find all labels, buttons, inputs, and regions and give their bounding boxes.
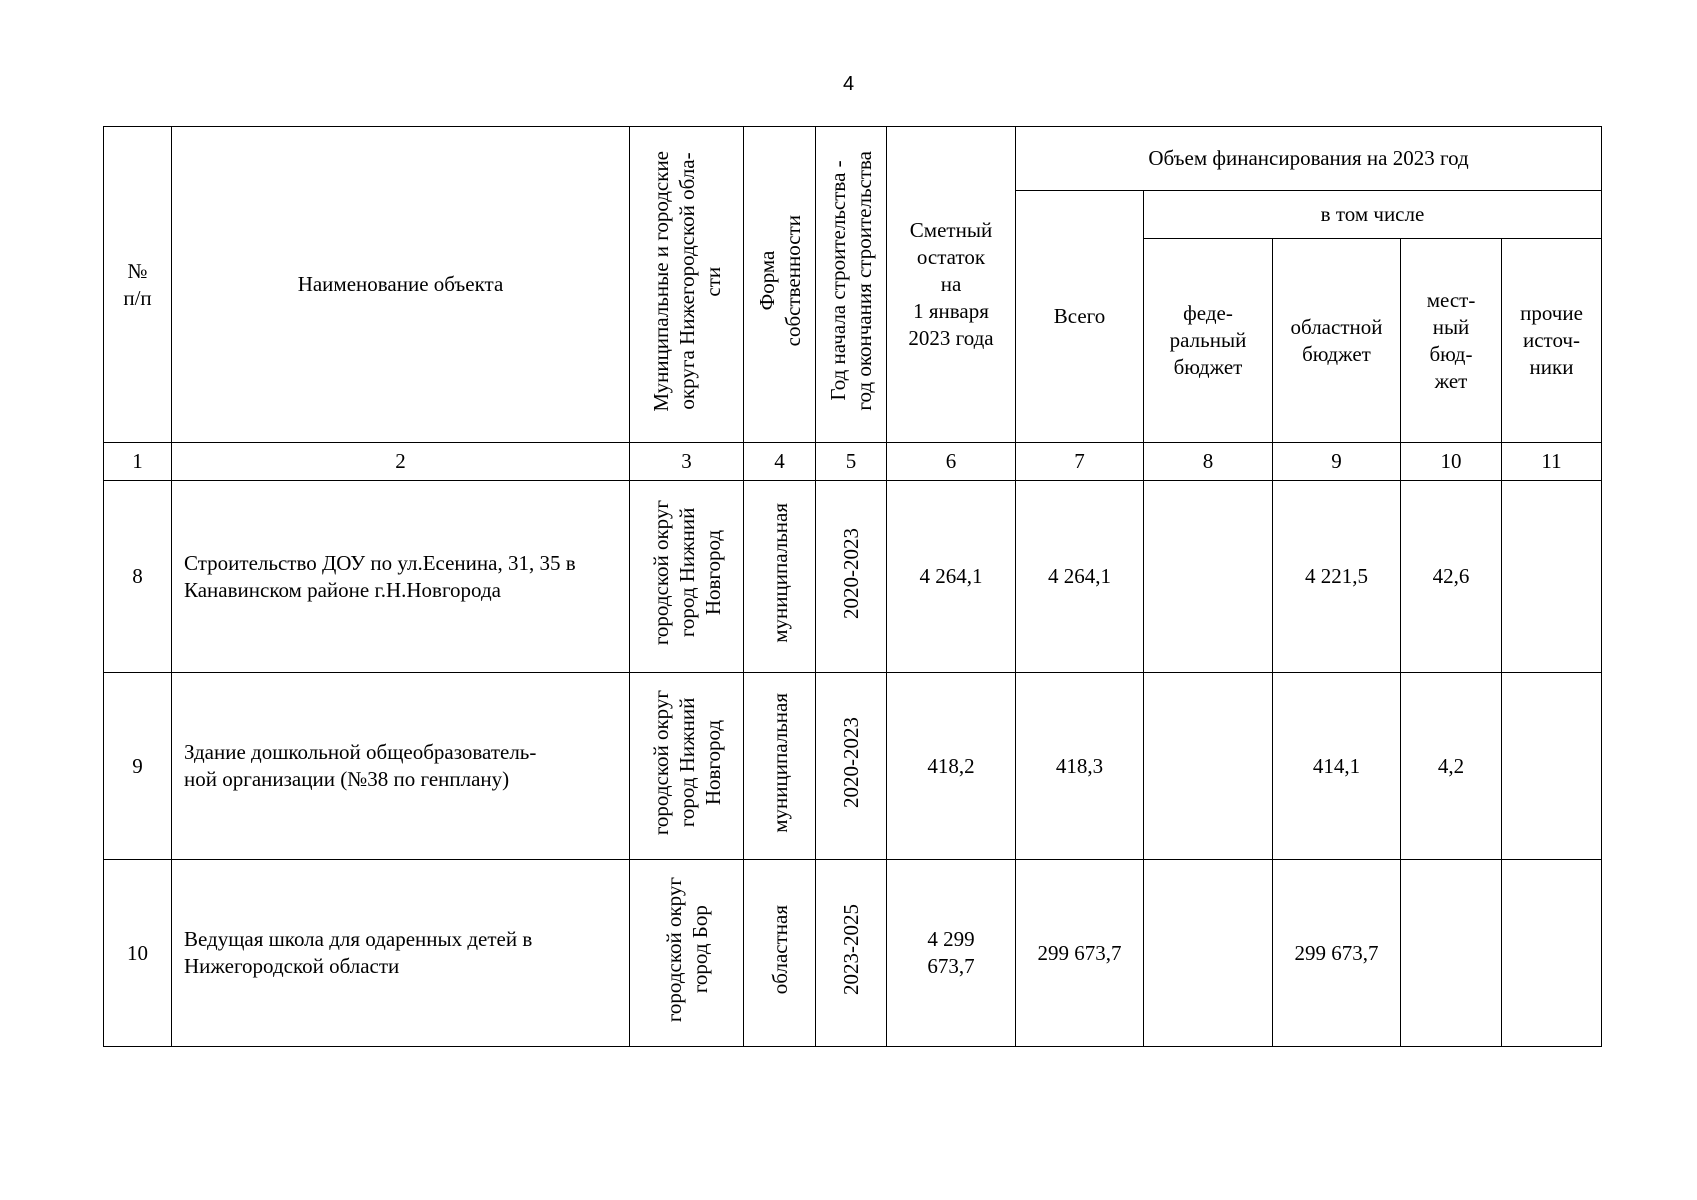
column-number: 7 bbox=[1016, 443, 1144, 481]
row-num: 8 bbox=[104, 481, 172, 673]
header-other bbox=[1502, 239, 1602, 443]
ownership-text: областная bbox=[767, 904, 792, 995]
header-including bbox=[1144, 191, 1602, 239]
municipality-cell bbox=[630, 673, 744, 860]
municipality-cell bbox=[630, 860, 744, 1047]
years-cell bbox=[816, 860, 887, 1047]
page-number: 4 bbox=[842, 73, 855, 95]
municipality-text: городской округ город Нижний Новгород bbox=[648, 500, 725, 646]
header-num-label: № п/п bbox=[123, 258, 152, 310]
header-regional bbox=[1273, 239, 1401, 443]
years-text: 2020-2023 bbox=[839, 527, 863, 619]
estimate-text: 4 299 673,7 bbox=[927, 927, 975, 978]
column-number: 10 bbox=[1401, 443, 1502, 481]
header-years-label: Год начала строительства - год окончания строительства bbox=[826, 151, 876, 411]
municipality-text: городской округ город Нижний Новгород bbox=[648, 689, 725, 836]
column-number: 4 bbox=[744, 443, 816, 481]
table-row bbox=[104, 673, 1602, 860]
local-cell bbox=[1401, 860, 1502, 1047]
header-row-1 bbox=[104, 127, 1602, 191]
other-cell bbox=[1502, 481, 1602, 673]
row-num: 9 bbox=[104, 673, 172, 860]
ownership-text: муниципальная bbox=[767, 503, 792, 643]
header-funding bbox=[1016, 127, 1602, 191]
header-municipality bbox=[630, 127, 744, 443]
object-name-text: Здание дошкольной общеобразователь- ной организации (№38 по генплану) bbox=[184, 740, 537, 791]
total-cell: 4 264,1 bbox=[1016, 481, 1144, 673]
header-ownership-label: Форма собственности bbox=[754, 215, 805, 347]
years-text: 2023-2025 bbox=[839, 904, 863, 995]
header-estimate-label: Сметный остаток на 1 января 2023 года bbox=[908, 218, 994, 350]
table-row bbox=[104, 860, 1602, 1047]
header-name-label: Наименование объекта bbox=[297, 272, 504, 296]
header-local bbox=[1401, 239, 1502, 443]
header-num bbox=[104, 127, 172, 443]
local-cell: 4,2 bbox=[1401, 673, 1502, 860]
ownership-cell bbox=[744, 673, 816, 860]
column-number: 11 bbox=[1502, 443, 1602, 481]
object-name bbox=[172, 481, 630, 673]
object-name bbox=[172, 673, 630, 860]
header-estimate bbox=[887, 127, 1016, 443]
total-cell: 299 673,7 bbox=[1016, 860, 1144, 1047]
object-name-text: Строительство ДОУ по ул.Есенина, 31, 35 в Канавинском районе г.Н.Новгорода bbox=[184, 550, 576, 602]
years-cell bbox=[816, 673, 887, 860]
header-funding-label: Объем финансирования на 2023 год bbox=[1148, 146, 1469, 170]
regional-cell: 299 673,7 bbox=[1273, 860, 1401, 1047]
row-num: 10 bbox=[104, 860, 172, 1047]
header-regional-label: областной бюджет bbox=[1290, 314, 1383, 366]
table-row bbox=[104, 481, 1602, 673]
header-municipality-label: Муниципальные и городские округа Нижегородской обла- сти bbox=[648, 150, 725, 412]
column-number: 5 bbox=[816, 443, 887, 481]
header-federal bbox=[1144, 239, 1273, 443]
column-number: 1 bbox=[104, 443, 172, 481]
federal-cell bbox=[1144, 860, 1273, 1047]
estimate-cell bbox=[887, 481, 1016, 673]
total-cell: 418,3 bbox=[1016, 673, 1144, 860]
municipality-text: городской округ город Бор bbox=[661, 876, 712, 1023]
regional-cell: 4 221,5 bbox=[1273, 481, 1401, 673]
header-including-label: в том числе bbox=[1320, 202, 1425, 226]
estimate-cell bbox=[887, 860, 1016, 1047]
estimate-text: 418,2 bbox=[927, 753, 975, 778]
column-number: 3 bbox=[630, 443, 744, 481]
column-number: 2 bbox=[172, 443, 630, 481]
local-cell: 42,6 bbox=[1401, 481, 1502, 673]
federal-cell bbox=[1144, 673, 1273, 860]
estimate-text: 4 264,1 bbox=[919, 564, 983, 588]
years-cell bbox=[816, 481, 887, 673]
municipality-cell bbox=[630, 481, 744, 673]
object-name-text: Ведущая школа для одаренных детей в Нижегородской области bbox=[184, 927, 533, 978]
ownership-cell bbox=[744, 860, 816, 1047]
column-number: 6 bbox=[887, 443, 1016, 481]
header-ownership bbox=[744, 127, 816, 443]
header-federal-label: феде- ральный бюджет bbox=[1169, 301, 1247, 379]
column-number: 8 bbox=[1144, 443, 1273, 481]
object-name bbox=[172, 860, 630, 1047]
financing-table bbox=[103, 126, 1602, 1047]
column-number: 9 bbox=[1273, 443, 1401, 481]
years-text: 2020-2023 bbox=[839, 717, 863, 808]
header-name bbox=[172, 127, 630, 443]
header-other-label: прочие источ- ники bbox=[1520, 301, 1583, 379]
header-years bbox=[816, 127, 887, 443]
ownership-cell bbox=[744, 481, 816, 673]
other-cell bbox=[1502, 860, 1602, 1047]
other-cell bbox=[1502, 673, 1602, 860]
estimate-cell bbox=[887, 673, 1016, 860]
header-local-label: мест- ный бюд- жет bbox=[1426, 287, 1476, 393]
column-number-row bbox=[104, 443, 1602, 481]
header-total-label: Всего bbox=[1053, 304, 1106, 328]
ownership-text: муниципальная bbox=[767, 692, 792, 833]
header-total bbox=[1016, 191, 1144, 443]
federal-cell bbox=[1144, 481, 1273, 673]
regional-cell: 414,1 bbox=[1273, 673, 1401, 860]
